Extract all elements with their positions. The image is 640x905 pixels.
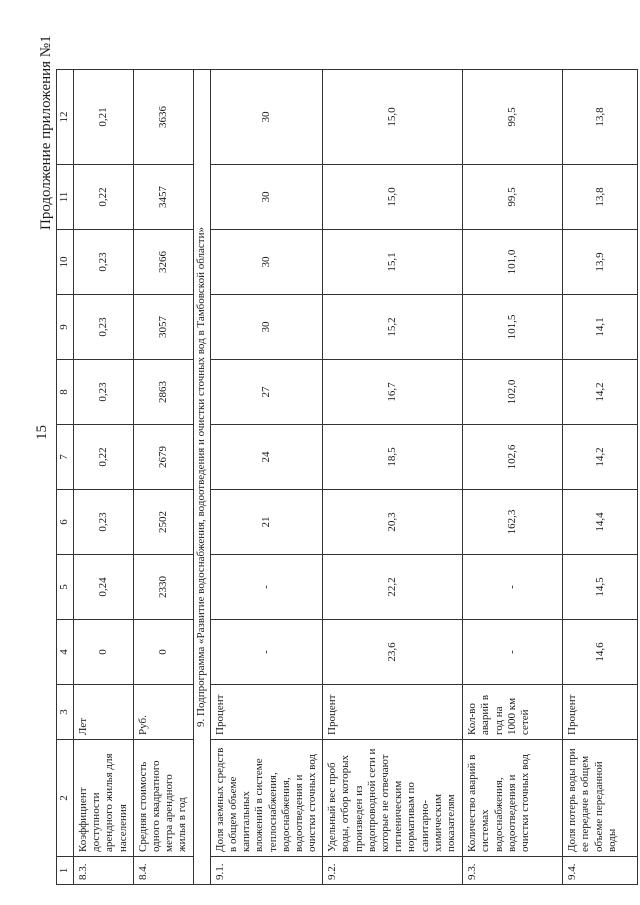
- value-cell: 2679: [133, 425, 193, 490]
- value-cell: -: [463, 555, 563, 620]
- indicators-table-container: [56, 70, 629, 885]
- value-cell: 14,2: [563, 425, 638, 490]
- unit-of-measure: Лет: [74, 685, 134, 740]
- row-index: 9.1.: [210, 857, 323, 885]
- value-cell: 23,6: [323, 620, 463, 685]
- column-header: 8: [57, 360, 74, 425]
- value-cell: 101,5: [463, 295, 563, 360]
- row-index: 8.3.: [74, 857, 134, 885]
- table-row: [210, 70, 323, 885]
- value-cell: 0,23: [74, 295, 134, 360]
- value-cell: 101,0: [463, 230, 563, 295]
- value-cell: 30: [210, 70, 323, 165]
- value-cell: 16,7: [323, 360, 463, 425]
- column-header: 9: [57, 295, 74, 360]
- value-cell: 2863: [133, 360, 193, 425]
- column-header: 7: [57, 425, 74, 490]
- value-cell: 0,23: [74, 490, 134, 555]
- column-header: 2: [57, 740, 74, 857]
- value-cell: 14,5: [563, 555, 638, 620]
- table-row: [133, 70, 193, 885]
- row-index: 9.3.: [463, 857, 563, 885]
- value-cell: 21: [210, 490, 323, 555]
- indicator-name: Доля потерь воды при ее передаче в общем объеме переданной воды: [563, 740, 638, 857]
- value-cell: 24: [210, 425, 323, 490]
- value-cell: 102,0: [463, 360, 563, 425]
- value-cell: 15,1: [323, 230, 463, 295]
- column-header: 12: [57, 70, 74, 165]
- value-cell: 14,6: [563, 620, 638, 685]
- column-header: 4: [57, 620, 74, 685]
- table-body: [74, 70, 638, 885]
- value-cell: 27: [210, 360, 323, 425]
- value-cell: 20,3: [323, 490, 463, 555]
- value-cell: 13,8: [563, 165, 638, 230]
- page-number: 15: [34, 425, 50, 440]
- indicator-name: Коэффициент доступности арендного жилья для населения: [74, 740, 134, 857]
- value-cell: 14,4: [563, 490, 638, 555]
- value-cell: 0,23: [74, 230, 134, 295]
- table-row: [74, 70, 134, 885]
- section-title: 9. Подпрограмма «Развитие водоснабжения, водоотведения и очистки сточных вод в Тамбовской области»: [193, 70, 210, 885]
- value-cell: 99,5: [463, 70, 563, 165]
- value-cell: 30: [210, 295, 323, 360]
- column-header: 10: [57, 230, 74, 295]
- unit-of-measure: Кол-во аварий в год на 1000 км сетей: [463, 685, 563, 740]
- value-cell: 22,2: [323, 555, 463, 620]
- value-cell: 0,21: [74, 70, 134, 165]
- value-cell: 30: [210, 230, 323, 295]
- value-cell: 102,6: [463, 425, 563, 490]
- value-cell: 0: [74, 620, 134, 685]
- value-cell: 15,0: [323, 165, 463, 230]
- value-cell: 0,22: [74, 165, 134, 230]
- value-cell: 13,9: [563, 230, 638, 295]
- unit-of-measure: Руб.: [133, 685, 193, 740]
- indicators-table: [56, 69, 638, 885]
- table-row: [323, 70, 463, 885]
- table-header-row: [57, 70, 74, 885]
- value-cell: 3457: [133, 165, 193, 230]
- value-cell: 3057: [133, 295, 193, 360]
- indicator-name: Доля заемных средств в общем объеме капитальных вложений в системе теплоснабжения, водоснабжения, водоотведения и очистки сточных вод: [210, 740, 323, 857]
- value-cell: 18,5: [323, 425, 463, 490]
- table-row: [463, 70, 563, 885]
- value-cell: 14,1: [563, 295, 638, 360]
- row-index: 9.4.: [563, 857, 638, 885]
- column-header: 1: [57, 857, 74, 885]
- column-header: 5: [57, 555, 74, 620]
- value-cell: 2330: [133, 555, 193, 620]
- unit-of-measure: Процент: [210, 685, 323, 740]
- unit-of-measure: Процент: [323, 685, 463, 740]
- section-row: [193, 70, 210, 885]
- column-header: 3: [57, 685, 74, 740]
- value-cell: 30: [210, 165, 323, 230]
- value-cell: 0,24: [74, 555, 134, 620]
- value-cell: 13,8: [563, 70, 638, 165]
- value-cell: 2502: [133, 490, 193, 555]
- value-cell: -: [463, 620, 563, 685]
- value-cell: 0,23: [74, 360, 134, 425]
- value-cell: -: [210, 555, 323, 620]
- value-cell: 15,2: [323, 295, 463, 360]
- value-cell: -: [210, 620, 323, 685]
- indicator-name: Средняя стоимость одного квадратного метра арендного жилья в год: [133, 740, 193, 857]
- value-cell: 0: [133, 620, 193, 685]
- indicator-name: Количество аварий в системах водоснабжения, водоотведения и очистки сточных вод: [463, 740, 563, 857]
- value-cell: 99,5: [463, 165, 563, 230]
- column-header: 6: [57, 490, 74, 555]
- row-index: 8.4.: [133, 857, 193, 885]
- value-cell: 0,22: [74, 425, 134, 490]
- row-index: 9.2.: [323, 857, 463, 885]
- running-header: Продолжение приложения №1: [38, 35, 54, 230]
- value-cell: 14,2: [563, 360, 638, 425]
- value-cell: 3636: [133, 70, 193, 165]
- table-row: [563, 70, 638, 885]
- unit-of-measure: Процент: [563, 685, 638, 740]
- value-cell: 162,3: [463, 490, 563, 555]
- value-cell: 15,0: [323, 70, 463, 165]
- column-header: 11: [57, 165, 74, 230]
- value-cell: 3266: [133, 230, 193, 295]
- indicator-name: Удельный вес проб воды, отбор которых произведен из водопроводной сети и которые не отвечают гигиеническим нормативам по санитарно-химическим показателям: [323, 740, 463, 857]
